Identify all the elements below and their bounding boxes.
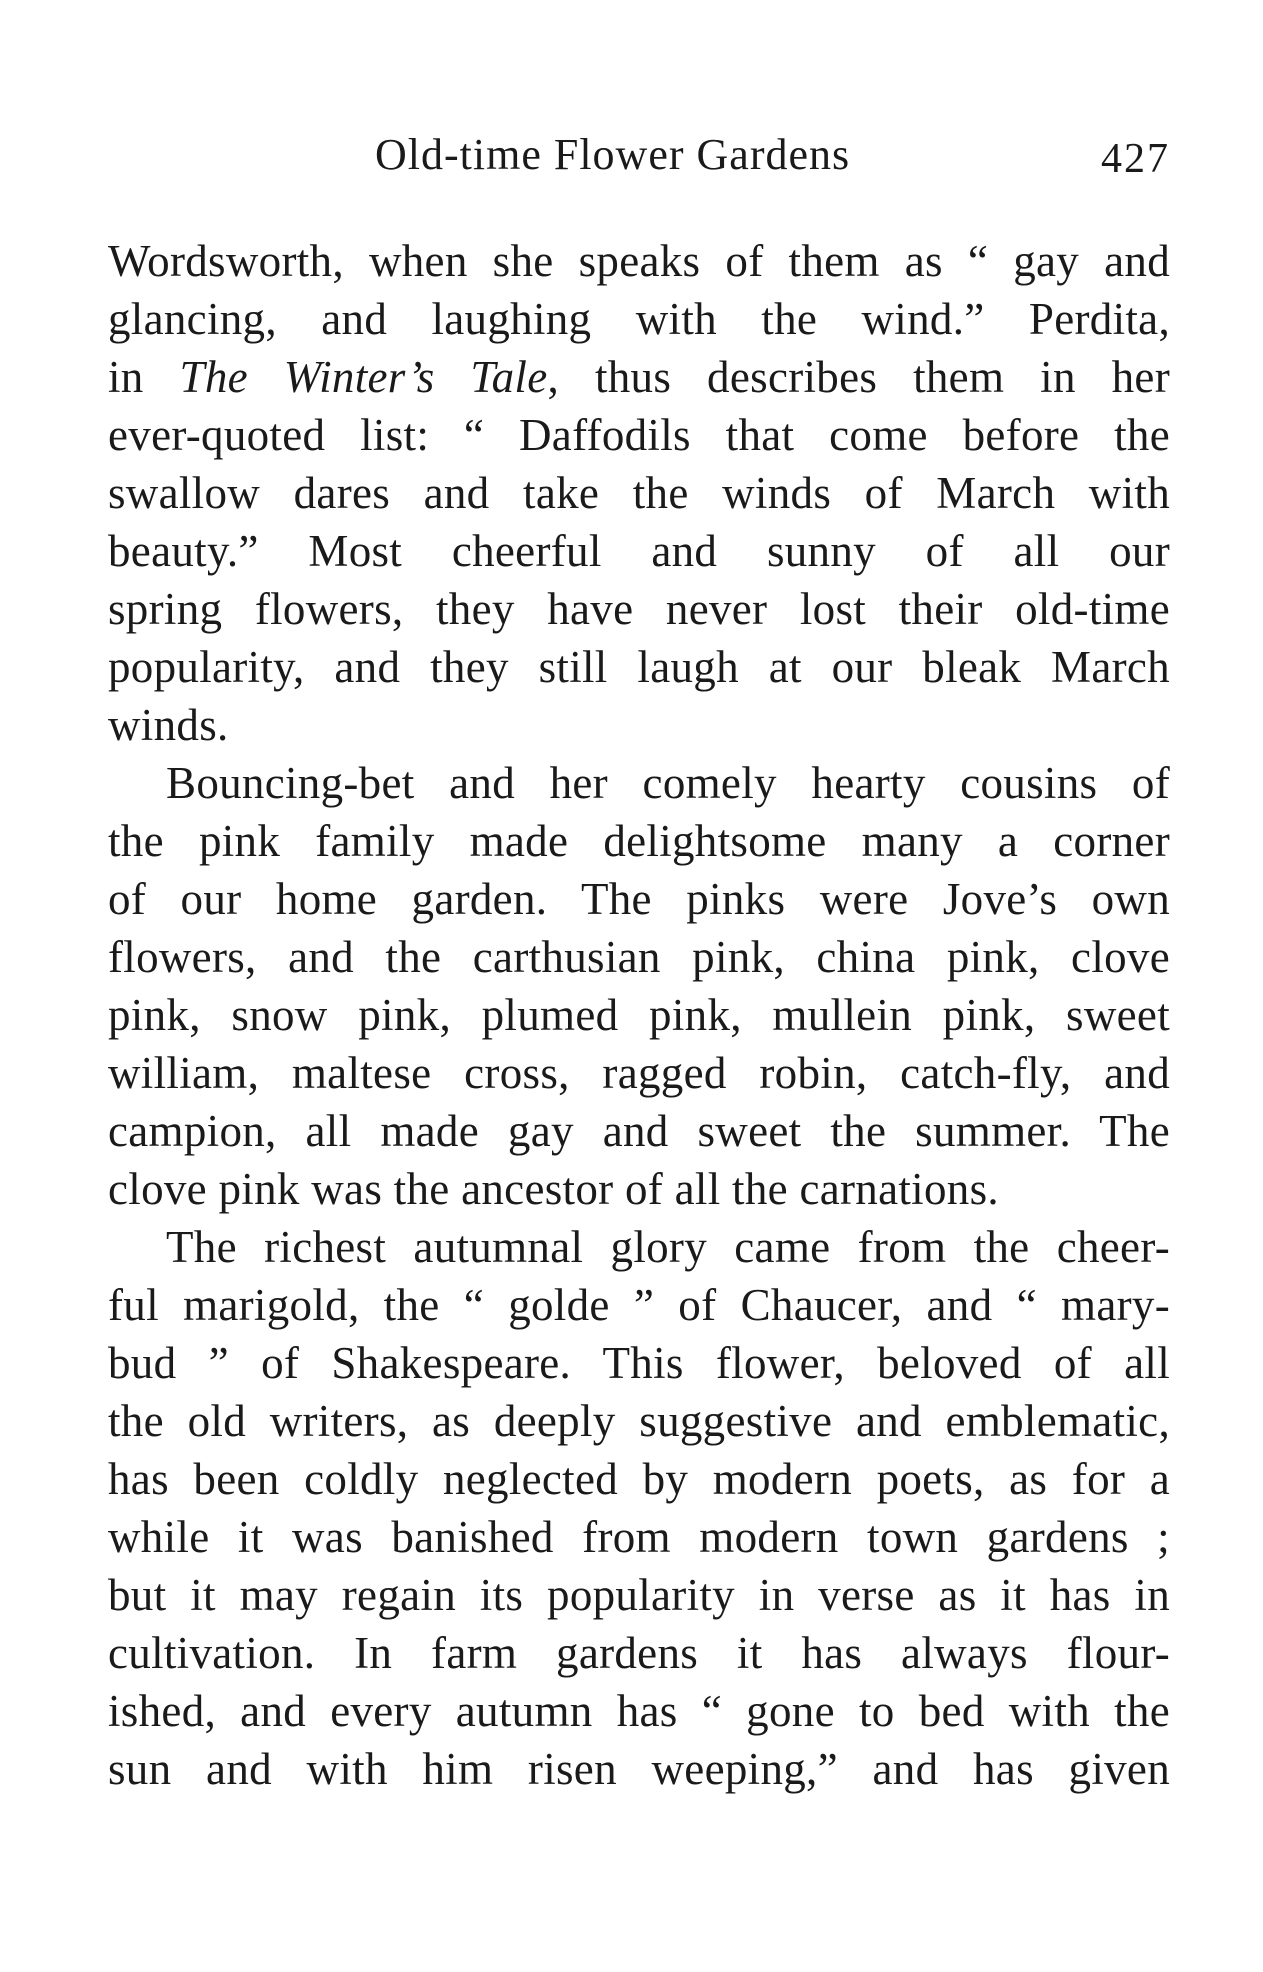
- text-line: glancing, and laughing with the wind.” Perdita,: [108, 294, 1170, 344]
- text-line: Wordsworth, when she speaks of them as “ gay and: [108, 236, 1170, 286]
- text-line: sun and with him risen weeping,” and has given: [108, 1744, 1170, 1794]
- text-line: campion, all made gay and sweet the summer. The: [108, 1106, 1170, 1156]
- text-line: winds.: [108, 700, 229, 750]
- running-head-title: Old-time Flower Gardens: [375, 130, 851, 179]
- text-line: the old writers, as deeply suggestive and emblematic,: [108, 1396, 1170, 1446]
- text-run: in: [108, 352, 180, 402]
- body-text: [108, 232, 1170, 1798]
- text-line: bud ” of Shakespeare. This flower, beloved of all: [108, 1338, 1170, 1388]
- text-line: beauty.” Most cheerful and sunny of all our: [108, 526, 1170, 576]
- text-line: clove pink was the ancestor of all the carnations.: [108, 1164, 999, 1214]
- text-line: ever-quoted list: “ Daffodils that come before the: [108, 410, 1170, 460]
- text-line: ful marigold, the “ golde ” of Chaucer, and “ mary-: [108, 1280, 1170, 1330]
- text-line: while it was banished from modern town gardens ;: [108, 1512, 1170, 1562]
- italic-title: The Winter’s Tale: [179, 352, 548, 402]
- text-line: the pink family made delightsome many a corner: [108, 816, 1170, 866]
- text-line: popularity, and they still laugh at our bleak March: [108, 642, 1170, 692]
- text-line: The richest autumnal glory came from the cheer-: [166, 1222, 1170, 1272]
- text-line: ished, and every autumn has “ gone to bed with the: [108, 1686, 1170, 1736]
- text-line: but it may regain its popularity in verse as it has in: [108, 1570, 1170, 1620]
- text-line: pink, snow pink, plumed pink, mullein pink, sweet: [108, 990, 1170, 1040]
- text-line: william, maltese cross, ragged robin, catch-fly, and: [108, 1048, 1170, 1098]
- page-number: 427: [1101, 136, 1170, 182]
- running-head: [100, 130, 1170, 190]
- text-line: has been coldly neglected by modern poets, as for a: [108, 1454, 1170, 1504]
- text-line: of our home garden. The pinks were Jove’s own: [108, 874, 1170, 924]
- text-line: swallow dares and take the winds of March with: [108, 468, 1170, 518]
- text-line: cultivation. In farm gardens it has always flour-: [108, 1628, 1170, 1678]
- text-line: flowers, and the carthusian pink, china pink, clove: [108, 932, 1170, 982]
- text-line: spring flowers, they have never lost their old-time: [108, 584, 1170, 634]
- paragraph: [108, 754, 1170, 1218]
- text-line: [108, 348, 1170, 406]
- paragraph: [108, 1218, 1170, 1798]
- text-run: , thus describes them in her: [547, 352, 1170, 402]
- text-line: Bouncing-bet and her comely hearty cousins of: [166, 758, 1170, 808]
- paragraph: [108, 232, 1170, 754]
